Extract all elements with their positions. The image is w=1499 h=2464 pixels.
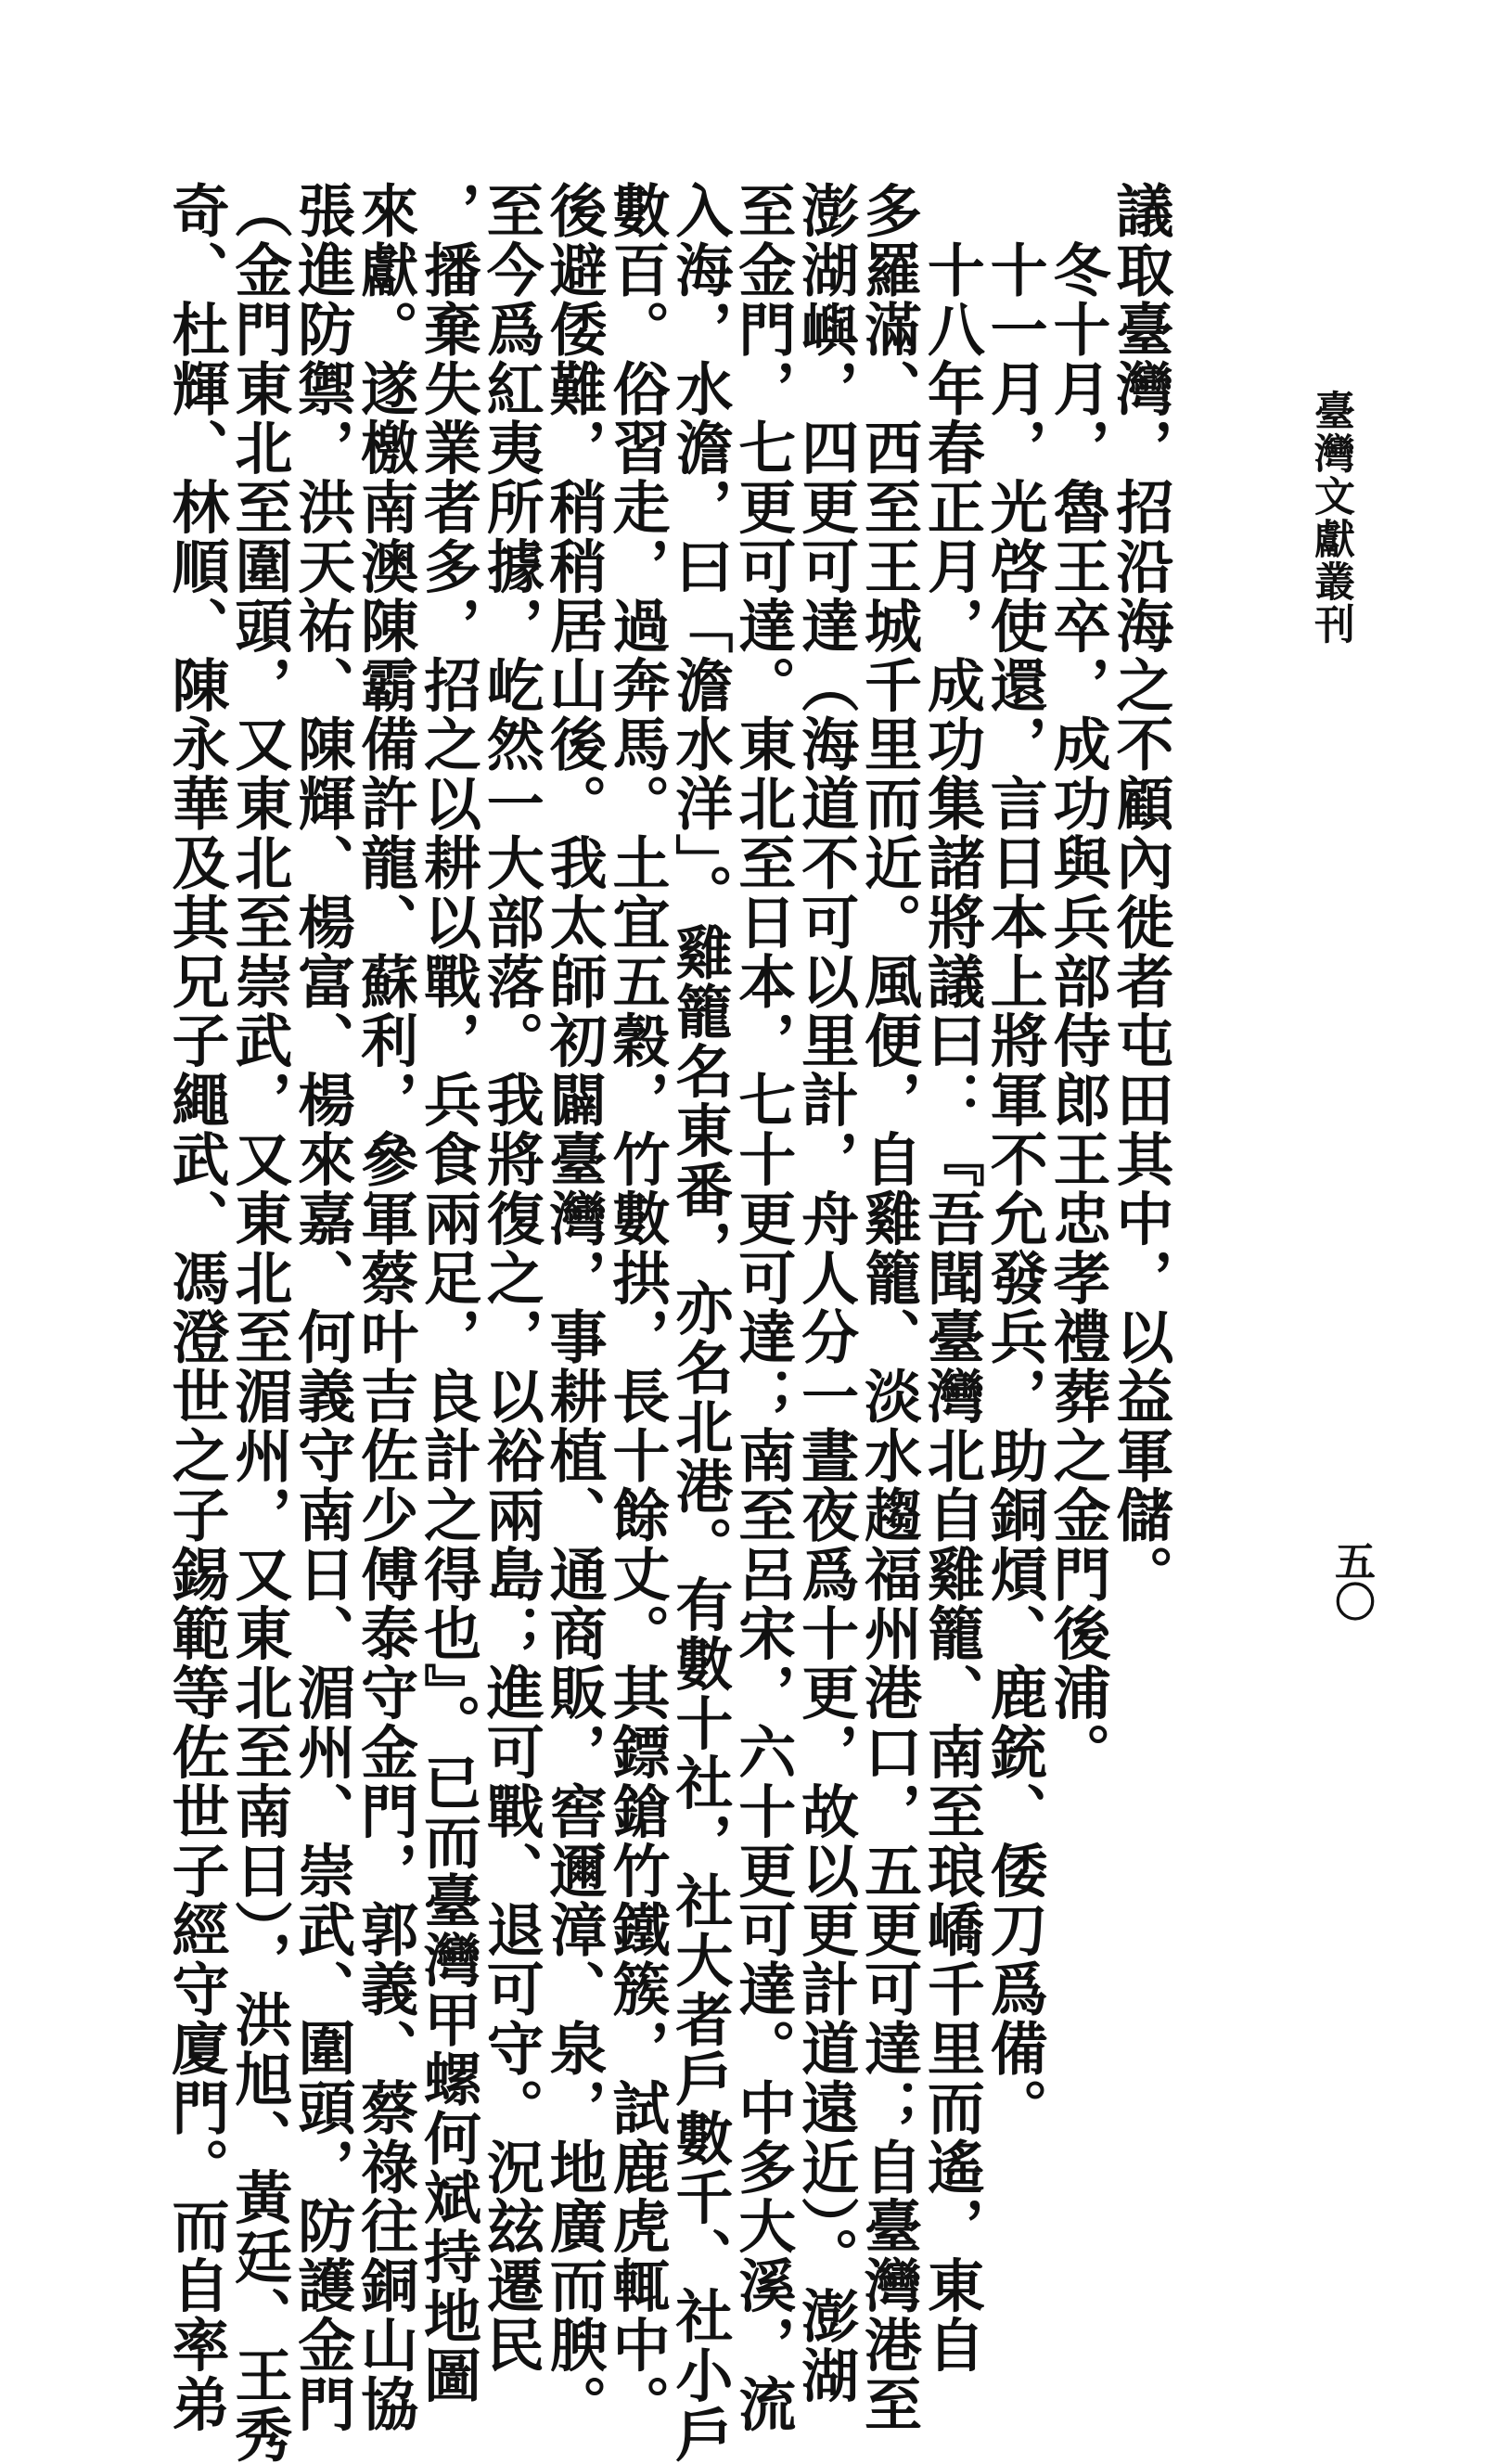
text-column: 至今爲紅夷所據，屹然一大部落。我將復之，以裕兩島；進可戰、退可守。況玆遷民 <box>477 181 545 2375</box>
text-column: 入海，水澹，曰「澹水洋」。雞籠名東番，亦名北港。有數十社，社大者戶數千、社小戶 <box>665 181 734 2464</box>
page-number: 五〇 <box>1327 1540 1375 1622</box>
text-column: 冬十月，魯王卒，成功與兵部侍郎王忠孝禮葬之金門後浦。 <box>1044 181 1112 1782</box>
text-column: （金門東北至圍頭，又東北至崇武，又東北至湄州，又東北至南日），洪旭、黃廷、王秀 <box>224 181 293 2464</box>
text-column: ，播棄失業者多，招之以耕以戰，兵食兩足，良計之得也』。已而臺灣甲螺何斌持地圖 <box>414 181 482 2406</box>
text-column: 澎湖嶼，四更可達（海道不可以里計，舟人分一晝夜爲十更，故以更計道遠近）。澎湖 <box>791 181 860 2406</box>
text-column: 十八年春正月，成功集諸將議曰：『吾聞臺灣北自雞籠、南至琅嶠千里而遙，東自 <box>917 181 986 2375</box>
text-column: 奇、杜輝、林順、陳永華及其兄子繩武、馮澄世之子錫範等佐世子經守廈門。而自率弟 <box>162 181 230 2434</box>
text-column: 數百。俗習走，過奔馬。土宜五穀，竹數拱，長十餘丈。其鏢鎗竹鐵簇，試鹿虎輒中。 <box>603 181 672 2434</box>
text-column: 後避倭難，稍稍居山後。我太師初闢臺灣，事耕植、通商販，窖邇漳、泉，地廣而腴。 <box>540 181 609 2434</box>
text-column: 議取臺灣，招沿海之不顧內徙者屯田其中，以益軍儲。 <box>1106 181 1174 1604</box>
text-column: 至金門，七更可達。東北至日本，七十更可達；南至呂宋，六十更可達。中多大溪，流 <box>728 181 797 2434</box>
text-column: 張進防禦，洪天祐、陳輝、楊富、楊來嘉、何義守南日、湄州、崇武、圍頭，防護金門 <box>288 181 356 2434</box>
text-column: 十一月，光啓使還，言日本上將軍不允發兵，助銅熕、鹿銃、倭刀爲備。 <box>980 181 1049 2137</box>
body-text <box>162 181 1174 2464</box>
text-column: 多羅滿、西至王城千里而近。風便，自雞籠、淡水趨福州港口，五更可達；自臺灣港至 <box>854 181 923 2434</box>
text-column: 來獻。遂檄南澳陳霸備許龍、蘇利，參軍蔡叶吉佐少傅泰守金門，郭義、蔡祿往銅山協 <box>351 181 419 2434</box>
running-head-title: 臺灣文獻叢刊 <box>1307 390 1354 646</box>
